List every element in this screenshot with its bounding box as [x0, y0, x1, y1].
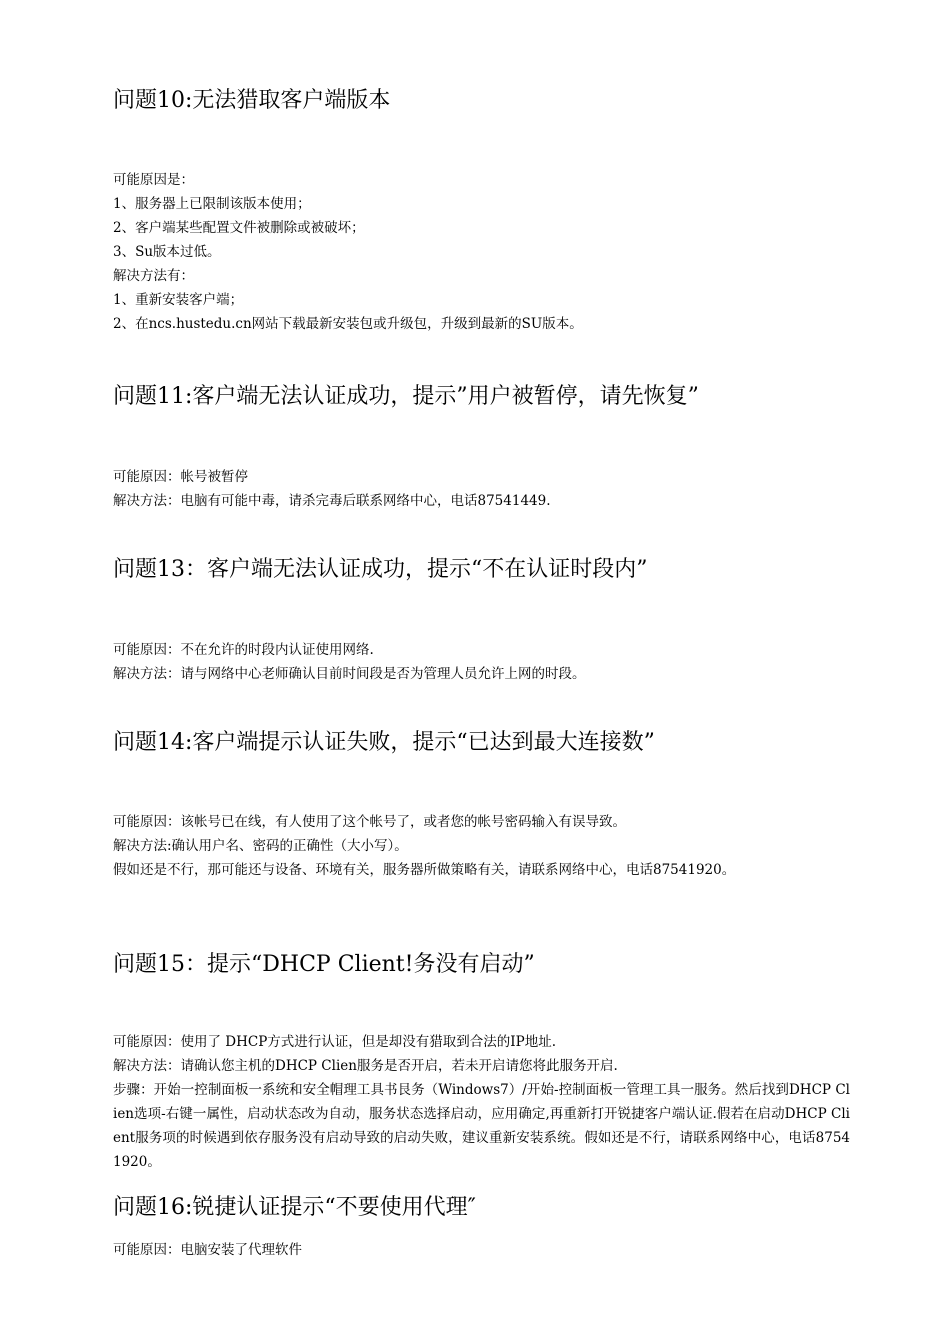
text-line: 可能原因：使用了 DHCP方式进行认证，但是却没有猎取到合法的IP地址. [113, 1034, 557, 1050]
body-q16 [113, 1238, 850, 1262]
body-q13 [113, 638, 850, 686]
text-paragraph: 假如还是不行，那可能还与设备、环境有关，服务器所做策略有关，请联系网络中心，电话87541920。 [113, 862, 736, 878]
text-line: 可能原因：该帐号已在线，有人使用了这个帐号了，或者您的帐号密码输入有误导致。 [113, 814, 626, 830]
heading-q10: 问题10:无法猎取客户端版本 [113, 88, 391, 113]
body-q11 [113, 465, 850, 513]
heading-q15: 问题15：提示“DHCP Client!务没有启动” [113, 952, 535, 977]
text-line: 可能原因：帐号被暂停 [113, 469, 248, 485]
body-q14 [113, 810, 850, 882]
text-line: 1、服务器上已限制该版本使用； [113, 196, 311, 212]
text-line: 2、客户端某些配置文件被删除或被破坏； [113, 220, 365, 236]
heading-q14: 问题14:客户端提示认证失败，提示“已达到最大连接数” [113, 730, 655, 755]
text-line: 解决方法：请与网络中心老师确认目前时间段是否为管理人员允许上网的时段。 [113, 666, 586, 682]
text-line: 可能原因是： [113, 172, 194, 188]
text-paragraph: 步骤：开始一控制面板一系统和安全帽理工具书艮务（Windows7）/开始-控制面板一管理工具一服务。然后找到DHCP Clien选项-右键一属性，启动状态改为自动，服务状态选择启动，应用确定,再重新打开锐捷客户端认证.假若在启动DHCP Client服务项的时候遇到依存服务没有启动导致的启动失败，建议重新安装系统。假如还是不行，请联系网络中心，电话87541920。 [113, 1082, 850, 1170]
body-q15 [113, 1030, 850, 1174]
text-line: 解决方法：请确认您主机的DHCP Clien服务是否开启，若未开启请您将此服务开启. [113, 1058, 618, 1074]
text-line: 1、重新安装客户端； [113, 292, 244, 308]
heading-q16: 问题16:锐捷认证提示“不要使用代理″ [113, 1195, 476, 1220]
text-line: 解决方法有： [113, 268, 194, 284]
heading-q13: 问题13：客户端无法认证成功，提示“不在认证时段内” [113, 557, 648, 582]
text-line: 3、Su版本过低。 [113, 244, 221, 260]
body-q10 [113, 168, 850, 336]
text-line: 可能原因：不在允许的时段内认证使用网络. [113, 642, 374, 658]
text-line: 2、在ncs.hustedu.cn网站下载最新安装包或升级包，升级到最新的SU版本。 [113, 316, 583, 332]
text-line: 可能原因：电脑安装了代理软件 [113, 1242, 302, 1258]
text-line: 解决方法：电脑有可能中毒，请杀完毒后联系网络中心，电话87541449. [113, 493, 551, 509]
text-line: 解决方法:确认用户名、密码的正确性（大小写）。 [113, 838, 408, 854]
heading-q11: 问题11:客户端无法认证成功，提示”用户被暂停，请先恢复” [113, 384, 699, 409]
